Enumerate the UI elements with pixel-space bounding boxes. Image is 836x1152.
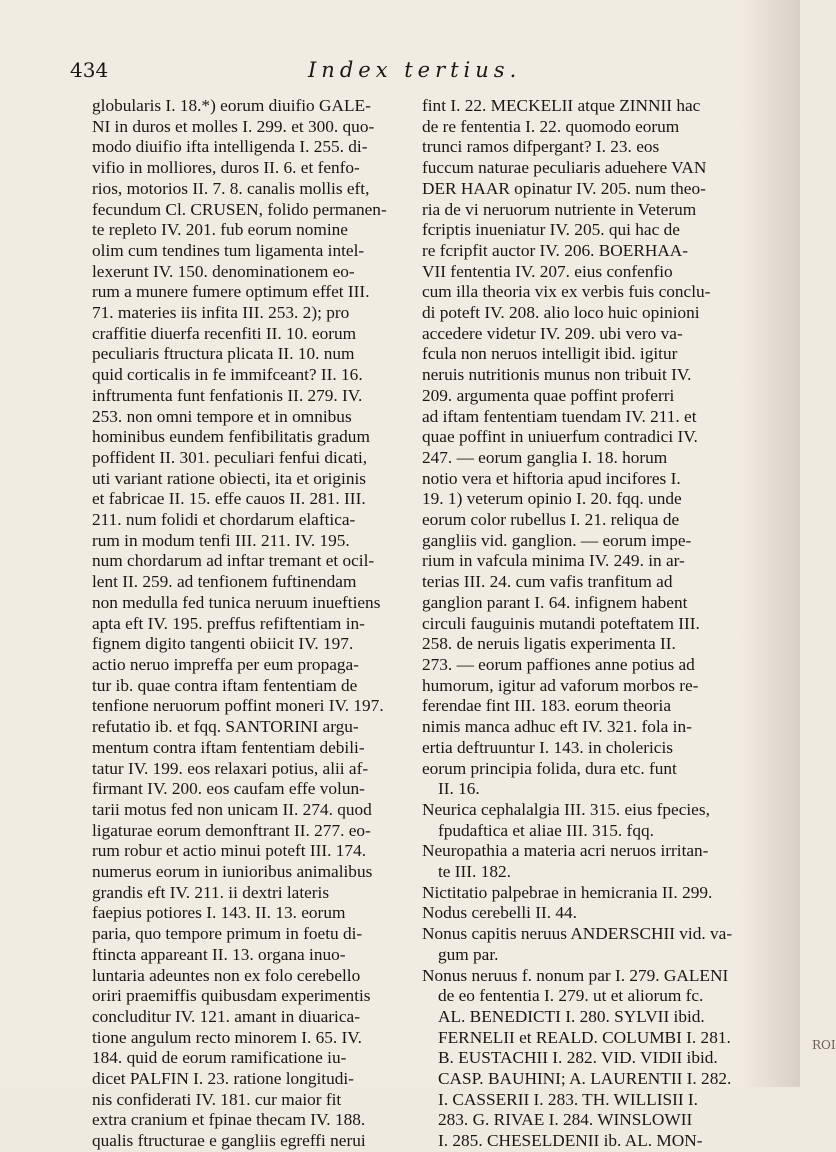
text-line: mentum contra iftam fententiam debili- <box>92 737 365 757</box>
text-line: de re fententia I. 22. quomodo eorum <box>422 116 680 136</box>
text-line: ria de vi neruorum nutriente in Veterum <box>422 199 697 219</box>
text-line: hominibus eundem fenfibilitatis gradum <box>92 427 370 447</box>
text-line: de eo fententia I. 279. ut et aliorum fc. <box>438 986 704 1006</box>
right-text-column <box>422 96 768 1152</box>
text-line: tarii motus fed non unicam II. 274. quod <box>92 799 372 819</box>
text-line: firmant IV. 200. eos caufam effe volun- <box>92 779 365 799</box>
catchword: ROI <box>812 1038 836 1052</box>
text-line: rum a munere fumere optimum effet III. <box>92 282 370 302</box>
text-line: te III. 182. <box>438 862 511 882</box>
text-line: VII fententia IV. 207. eius confenfio <box>422 261 673 281</box>
text-line: ganglion parant I. 64. infignem habent <box>422 592 688 612</box>
text-line: concluditur IV. 121. amant in diuarica- <box>92 1006 360 1026</box>
text-line: poffident II. 301. peculiari fenfui dicati, <box>92 447 368 467</box>
text-line: AL. BENEDICTI I. 280. SYLVII ibid. <box>438 1006 705 1026</box>
text-line: terias III. 24. cum vafis tranfitum ad <box>422 572 673 592</box>
text-line: FERNELII et REALD. COLUMBI I. 281. <box>438 1027 731 1047</box>
text-line: apta eft IV. 195. preffus refiftentiam in- <box>92 613 365 633</box>
text-line: qualis ftructurae e gangliis egreffi nerui <box>92 1131 366 1151</box>
text-line: Neurica cephalalgia III. 315. eius fpecies, <box>422 799 710 819</box>
text-line: Nodus cerebelli II. 44. <box>422 903 577 923</box>
text-line: luntaria adeuntes non ex folo cerebello <box>92 965 361 985</box>
text-line: Nictitatio palpebrae in hemicrania II. 299. <box>422 882 713 902</box>
text-line: extra cranium et fpinae thecam IV. 188. <box>92 1110 366 1130</box>
text-line: re fcripfit auctor IV. 206. BOERHAA- <box>422 240 689 260</box>
text-line: actio neruo impreffa per eum propaga- <box>92 654 359 674</box>
text-line: modo diuifio ifta intelligenda I. 255. di- <box>92 137 368 157</box>
text-line: gum par. <box>438 944 499 964</box>
text-line: globularis I. 18.*) eorum diuifio GALE- <box>92 96 371 115</box>
text-line: 19. 1) veterum opinio I. 20. fqq. unde <box>422 489 682 509</box>
text-line: fpudaftica et aliae III. 315. fqq. <box>438 820 654 840</box>
text-line: II. 16. <box>438 779 480 799</box>
text-line: oriri praemiffis quibusdam experimentis <box>92 986 371 1006</box>
text-line: CASP. BAUHINI; A. LAURENTII I. 282. <box>438 1069 732 1089</box>
text-line: gangliis vid. ganglion. — eorum impe- <box>422 530 692 550</box>
text-line: faepius potiores I. 143. II. 13. eorum <box>92 903 346 923</box>
text-line: fint I. 22. MECKELII atque ZINNII hac <box>422 96 701 115</box>
text-line: et fabricae II. 15. effe cauos II. 281. III. <box>92 489 366 509</box>
text-line: te repleto IV. 201. fub eorum nomine <box>92 220 348 240</box>
text-line: rum in modum tenfi III. 211. IV. 195. <box>92 530 350 550</box>
text-line: neruis nutritionis munus non tribuit IV. <box>422 365 692 385</box>
text-line: quae poffint in uniuerfum contradici IV. <box>422 427 698 447</box>
text-line: rum robur et actio minui poteft III. 174. <box>92 841 367 861</box>
text-line: fignem digito tangenti obiicit IV. 197. <box>92 634 354 654</box>
text-line: lent II. 259. ad tenfionem fuftinendam <box>92 572 357 592</box>
text-line: 211. num folidi et chordarum elaftica- <box>92 510 356 530</box>
text-line: eorum color rubellus I. 21. reliqua de <box>422 510 680 530</box>
text-line: humorum, igitur ad vaforum morbos re- <box>422 675 699 695</box>
text-line: olim cum tendines tum ligamenta intel- <box>92 240 365 260</box>
text-line: 247. — eorum ganglia I. 18. horum <box>422 447 668 467</box>
text-line: lexerunt IV. 150. denominationem eo- <box>92 261 355 281</box>
text-line: Nonus neruus f. nonum par I. 279. GALENI <box>422 965 729 985</box>
text-line: inftrumenta funt fenfationis II. 279. IV. <box>92 385 363 405</box>
text-line: craffitie diuerfa recenfiti II. 10. eorum <box>92 323 357 343</box>
text-line: di poteft IV. 208. alio loco huic opinioni <box>422 303 700 323</box>
text-line: ligaturae eorum demonftrant II. 277. eo- <box>92 820 371 840</box>
text-line: I. CASSERII I. 283. TH. WILLISII I. <box>438 1089 698 1109</box>
text-line: Nonus capitis neruus ANDERSCHII vid. va- <box>422 924 733 944</box>
text-line: B. EUSTACHII I. 282. VID. VIDII ibid. <box>438 1048 718 1068</box>
text-line: fcriptis inueniatur IV. 205. qui hac de <box>422 220 680 240</box>
text-line: ad iftam fententiam tuendam IV. 211. et <box>422 406 697 426</box>
text-line: fuccum naturae peculiaris aduehere VAN <box>422 158 707 178</box>
text-line: circuli fauguinis mutandi poteftatem III. <box>422 613 700 633</box>
text-line: cum illa theoria vix ex verbis fuis conclu- <box>422 282 711 302</box>
text-line: non medulla fed tunica neruum inueftiens <box>92 592 381 612</box>
text-line: numerus eorum in iunioribus animalibus <box>92 862 373 882</box>
text-line: NI in duros et molles I. 299. et 300. quo- <box>92 116 375 136</box>
text-line: tur ib. quae contra iftam fententiam de <box>92 675 358 695</box>
text-line: ertia deftruuntur I. 143. in cholericis <box>422 737 673 757</box>
text-line: 253. non omni tempore et in omnibus <box>92 406 352 426</box>
text-line: nimis manca adhuc eft IV. 321. fola in- <box>422 717 692 737</box>
text-line: tione angulum recto minorem I. 65. IV. <box>92 1027 362 1047</box>
text-line: DER HAAR opinatur IV. 205. num theo- <box>422 178 706 198</box>
text-line: dicet PALFIN I. 23. ratione longitudi- <box>92 1069 354 1089</box>
text-line: eorum principia folida, dura etc. funt <box>422 758 677 778</box>
running-title: Index tertius. <box>308 58 522 82</box>
text-line: 71. materies iis infita III. 253. 2); pro <box>92 303 350 323</box>
text-line: refutatio ib. et fqq. SANTORINI argu- <box>92 717 359 737</box>
text-line: 184. quid de eorum ramificatione iu- <box>92 1048 347 1068</box>
text-line: num chordarum ad inftar tremant et ocil- <box>92 551 375 571</box>
text-line: vifio in molliores, duros II. 6. et fenfo- <box>92 158 360 178</box>
text-line: I. 285. CHESELDENII ib. AL. MON- <box>438 1131 703 1151</box>
text-line: 209. argumenta quae poffint proferri <box>422 385 675 405</box>
text-line: accedere videtur IV. 209. ubi vero va- <box>422 323 683 343</box>
page-header <box>70 58 750 88</box>
page-footer <box>92 1038 836 1058</box>
left-text-column <box>92 96 406 1152</box>
page-number: 434 <box>70 58 109 82</box>
text-line: peculiaris ftructura plicata II. 10. num <box>92 344 355 364</box>
text-line: tenfione neruorum poffint moneri IV. 197. <box>92 696 384 716</box>
text-line: 258. de neruis ligatis experimenta II. <box>422 634 676 654</box>
text-line: fcula non neruos intelligit ibid. igitur <box>422 344 678 364</box>
text-line: nis confiderati IV. 181. cur maior fit <box>92 1089 342 1109</box>
text-line: rium in vafcula minima IV. 249. in ar- <box>422 551 685 571</box>
text-line: uti variant ratione obiecti, ita et originis <box>92 468 367 488</box>
text-line: notio vera et hiftoria apud incifores I. <box>422 468 681 488</box>
text-line: fecundum Cl. CRUSEN, folido permanen- <box>92 199 387 219</box>
text-line: rios, motorios II. 7. 8. canalis mollis eft, <box>92 178 370 198</box>
text-line: tatur IV. 199. eos relaxari potius, alii af- <box>92 758 369 778</box>
text-line: Neuropathia a materia acri neruos irritan- <box>422 841 709 861</box>
text-line: paria, quo tempore primum in foetu di- <box>92 924 363 944</box>
text-line: 283. G. RIVAE I. 284. WINSLOWII <box>438 1110 693 1130</box>
text-line: 273. — eorum paffiones anne potius ad <box>422 654 695 674</box>
text-line: ftincta appareant II. 13. organa inuo- <box>92 944 346 964</box>
text-line: grandis eft IV. 211. ii dextri lateris <box>92 882 330 902</box>
text-line: trunci ramos difpergant? I. 23. eos <box>422 137 660 157</box>
text-line: quid corticalis in fe immifceant? II. 16. <box>92 365 363 385</box>
text-line: ferendae fint III. 183. eorum theoria <box>422 696 672 716</box>
